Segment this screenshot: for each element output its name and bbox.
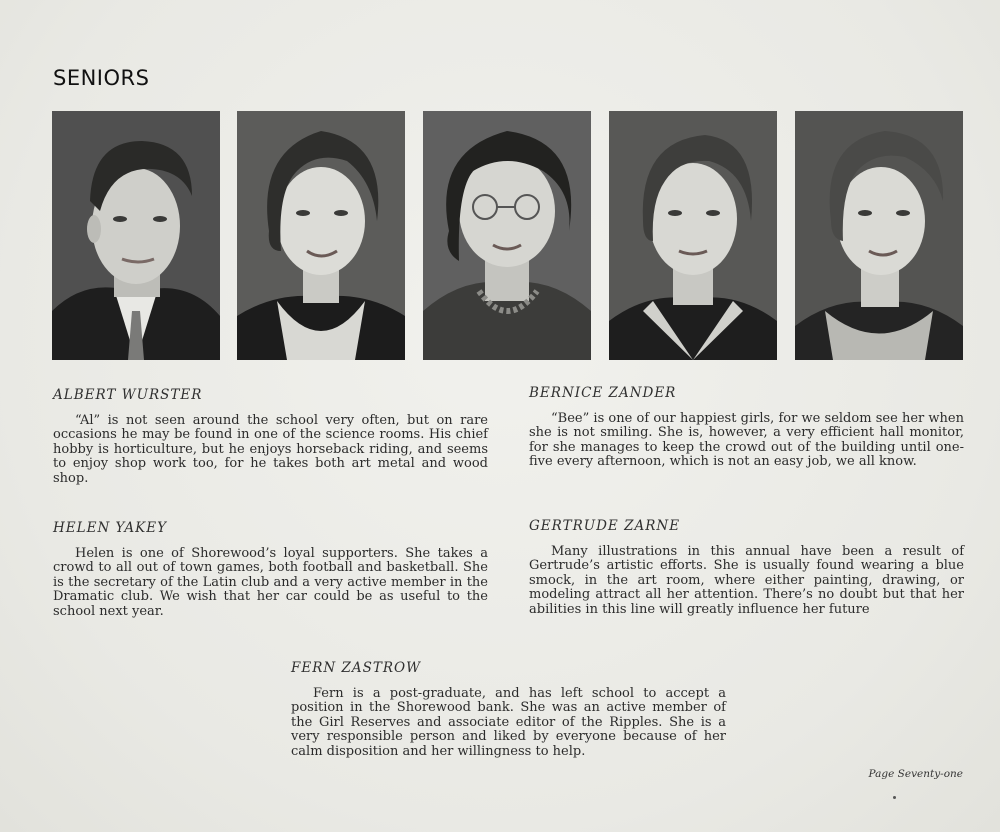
- portrait-bernice-zander: [237, 111, 405, 360]
- senior-name: FERN ZASTROW: [291, 660, 421, 676]
- senior-bio: “Al” is not seen around the school very often, but on rare occasions he may be found in one of the science rooms. His chief hobby is horticulture, but he enjoys horseback riding, and seems to enjoy shop work too, for he takes both art metal and wood shop.: [53, 412, 488, 486]
- senior-name: GERTRUDE ZARNE: [529, 518, 681, 534]
- bio-fern-zastrow: [291, 661, 726, 760]
- senior-bio: Fern is a post-graduate, and has left school to accept a position in the Shorewood bank. She was an active member of the Girl Reserves and associate editor of the Ripples. She is a very responsible person and liked by everyone because of her calm disposition and her willingness to help.: [291, 685, 726, 759]
- paper-speck: [893, 796, 896, 799]
- bio-helen-yakey: [53, 521, 488, 620]
- portrait-albert-wurster: [52, 111, 220, 360]
- senior-bio: Helen is one of Shorewood’s loyal supporters. She takes a crowd to all out of town games, both football and basketball. She is the secretary of the Latin club and a very active member in the Dramatic club. We wish that her car could be as useful to the school next year.: [53, 545, 488, 619]
- senior-name: ALBERT WURSTER: [53, 387, 203, 403]
- senior-name: HELEN YAKEY: [53, 520, 168, 536]
- bio-gertrude-zarne: [529, 519, 964, 618]
- page-number: Page Seventy-one: [868, 768, 963, 780]
- senior-bio: Many illustrations in this annual have been a result of Gertrude’s artistic efforts. She is usually found wearing a blue smock, in the art room, where either painting, drawing, or modeling attract all her attention. There’s no doubt but that her abilities in this line will greatly influence her future: [529, 543, 964, 617]
- portrait-fern-zastrow: [795, 111, 963, 360]
- portrait-helen-yakey: [423, 111, 591, 360]
- senior-bio: “Bee” is one of our happiest girls, for we seldom see her when she is not smiling. She is, however, a very efficient hall monitor, for she manages to keep the crowd out of the building until one-five every afternoon, which is not an easy job, we all know.: [529, 410, 964, 470]
- portrait-gertrude-zarne: [609, 111, 777, 360]
- section-title: SENIORS: [53, 66, 150, 90]
- bio-albert-wurster: [53, 388, 488, 487]
- bio-bernice-zander: [529, 386, 964, 470]
- senior-name: BERNICE ZANDER: [529, 385, 677, 401]
